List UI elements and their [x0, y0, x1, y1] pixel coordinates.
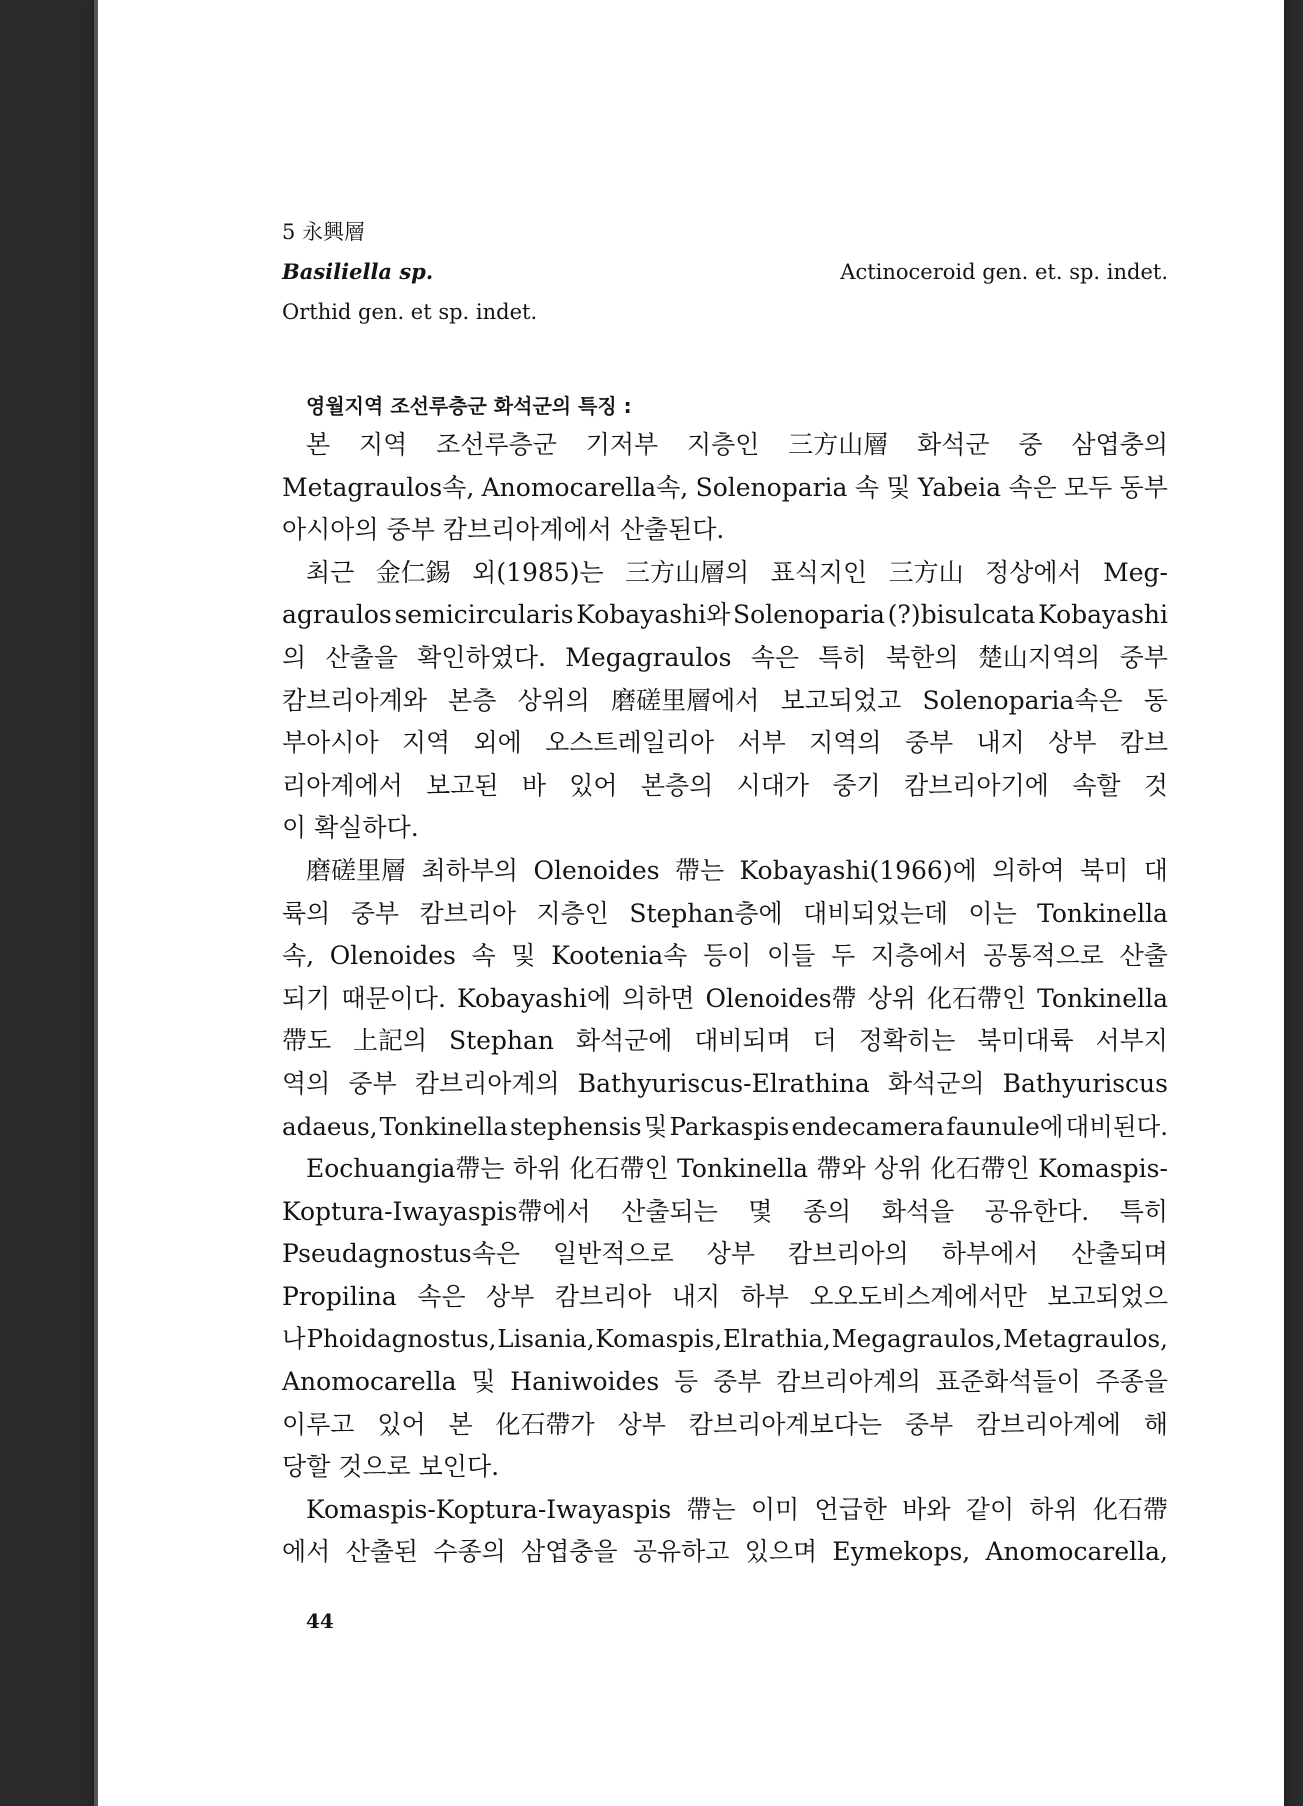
word: 및 — [511, 941, 536, 971]
word: 대비되며 — [694, 1026, 791, 1056]
word: Propilina — [282, 1281, 397, 1311]
word: 磨磋里層에서 — [611, 685, 760, 715]
body-line — [282, 680, 1168, 723]
word: 중부 — [712, 1367, 762, 1397]
word: 에서 — [282, 1537, 331, 1567]
word: 帶는 — [686, 1494, 736, 1524]
word: 대 — [1143, 855, 1168, 885]
word: 중부 — [904, 728, 954, 758]
word: 帶는 — [674, 855, 725, 885]
body-line — [282, 893, 1168, 936]
word: 있어 — [377, 1409, 426, 1439]
word: 표식지인 — [770, 557, 868, 587]
word: 공유한다. — [984, 1196, 1090, 1226]
body-line — [282, 1233, 1168, 1276]
word: 金仁錫 — [375, 557, 451, 587]
word: 북한의 — [886, 642, 959, 672]
word: 화석군에 — [575, 1026, 673, 1056]
word: Koptura-Iwayaspis帶에서 — [282, 1196, 591, 1226]
word: 하위 — [1029, 1494, 1078, 1524]
body-line — [282, 1318, 1168, 1361]
word: 楚山지역의 — [977, 642, 1101, 672]
word: 바 — [521, 770, 546, 800]
word: 상위 — [867, 983, 916, 1013]
word: Bathyuriscus-Elrathina — [577, 1068, 870, 1098]
body-line — [282, 765, 1168, 808]
body-line — [282, 1020, 1168, 1063]
word: 화석군의 — [887, 1068, 985, 1098]
word: stephensis — [509, 1111, 642, 1141]
word: 서부 — [737, 728, 786, 758]
word: Kootenia속 — [551, 941, 688, 971]
word: 같이 — [965, 1494, 1015, 1524]
word: 본층의 — [640, 770, 714, 800]
word: agraulos — [282, 600, 392, 630]
word: 지역의 — [809, 728, 882, 758]
word: Haniwoides — [510, 1367, 660, 1397]
species-name: Actinoceroid gen. et. sp. indet. — [840, 260, 1168, 284]
word: 帶와 — [816, 1154, 866, 1184]
word: Solenoparia — [695, 472, 848, 502]
species-row — [282, 292, 1168, 332]
body-line — [282, 1531, 1168, 1574]
word: Olenoides — [329, 941, 456, 971]
body-line: 이 확실하다. — [282, 813, 419, 843]
word: Olenoides帶 — [705, 983, 857, 1013]
body-line — [282, 1191, 1168, 1234]
word: 의하여 — [992, 855, 1065, 885]
word: 내지 — [671, 1281, 721, 1311]
word: 정확히는 — [858, 1026, 956, 1056]
word: 속 — [471, 941, 496, 971]
body-line: 당할 것으로 보인다. — [282, 1452, 500, 1482]
word: Anomocarella — [282, 1367, 457, 1397]
word: 상위 — [873, 1154, 923, 1184]
word: 조선루층군 — [436, 430, 557, 459]
word: 종의 — [802, 1196, 852, 1226]
word: Eochuangia帶는 — [306, 1154, 505, 1184]
word: 및 — [643, 1111, 668, 1141]
word: 캄브리아계보다는 — [688, 1409, 882, 1439]
word: 산출되며 — [1071, 1239, 1168, 1269]
word: 化石帶가 — [495, 1409, 595, 1439]
word: 중부 — [904, 1409, 954, 1439]
word: Tonkinella — [1037, 898, 1168, 928]
word: 부아시아 — [282, 728, 379, 758]
word: 최근 — [306, 557, 355, 587]
body-line — [282, 1404, 1168, 1447]
word: 외(1985)는 — [472, 557, 604, 587]
word: 외에 — [473, 728, 522, 758]
word: 특히 — [1119, 1196, 1168, 1226]
word: 三方山層 — [788, 430, 889, 459]
word: Kobayashi(1966)에 — [739, 855, 977, 885]
word: 있으며 — [744, 1537, 818, 1567]
word: semicircularis — [394, 600, 574, 630]
word: 공유하고 — [632, 1537, 730, 1567]
word: 북미 — [1080, 855, 1129, 885]
word: Kobayashi에 — [456, 983, 612, 1013]
word: 상부 — [706, 1239, 756, 1269]
word: 하위 — [512, 1154, 562, 1184]
word: Phoidagnostus, — [306, 1324, 497, 1354]
species-list — [282, 212, 1168, 332]
word: Stephan — [448, 1026, 555, 1056]
body-line — [282, 1106, 1168, 1149]
word: 산출 — [1119, 941, 1168, 971]
word: 지역 — [401, 728, 451, 758]
word: Megagraulos, — [831, 1324, 1003, 1354]
word: 속, — [282, 941, 315, 971]
word: 일반적으로 — [553, 1239, 674, 1269]
word: 서부지 — [1095, 1026, 1168, 1056]
document-page — [94, 0, 1284, 1806]
word: Megagraulos — [565, 642, 732, 672]
word: Komaspis- — [1038, 1154, 1168, 1184]
word: 등 — [674, 1367, 699, 1397]
word: 동 — [1143, 685, 1168, 715]
word: Solenoparia — [733, 600, 885, 630]
word: Komaspis-Koptura-Iwayaspis — [306, 1494, 672, 1524]
body-line — [282, 424, 1168, 467]
word: 북미대륙 — [977, 1026, 1074, 1056]
word: 수종의 — [433, 1537, 506, 1567]
formation-title: 5 永興層 — [282, 220, 366, 244]
word: 몇 — [748, 1196, 773, 1226]
word: 속은 — [1008, 472, 1057, 502]
word: 磨磋里層 — [306, 855, 407, 885]
word: 중부 — [350, 898, 400, 928]
body-line — [282, 1276, 1168, 1319]
word: 및 — [886, 472, 911, 502]
word: 상부 — [617, 1409, 666, 1439]
word: 삼엽충을 — [520, 1537, 618, 1567]
body-line — [282, 594, 1168, 637]
word: 바와 — [902, 1494, 951, 1524]
word: 이루고 — [282, 1409, 355, 1439]
body-line — [282, 722, 1168, 765]
word: 캄브리아기에 — [903, 770, 1049, 800]
word: 보고되었고 — [780, 685, 902, 715]
word: 속할 — [1072, 770, 1121, 800]
word: 속은 — [750, 642, 800, 672]
word: 기저부 — [585, 430, 659, 459]
word: 것 — [1143, 770, 1168, 800]
word: 내지 — [976, 728, 1025, 758]
word: Pseudagnostus속은 — [282, 1239, 521, 1269]
word: 化石帶인 — [569, 1154, 669, 1184]
word: 캄브 — [1119, 728, 1168, 758]
word: 중부 — [1119, 642, 1168, 672]
word: 오스트레일리아 — [545, 728, 715, 758]
word: 캄브리아계에 — [976, 1409, 1121, 1439]
word: 보고되었으 — [1047, 1281, 1168, 1311]
word: 등이 — [703, 941, 752, 971]
word: 동부 — [1119, 472, 1168, 502]
word: (?)bisulcata — [887, 600, 1036, 630]
word: Komaspis, — [595, 1324, 723, 1354]
word: 상부 — [1048, 728, 1097, 758]
word: Lisania, — [497, 1324, 595, 1354]
word: Eymekops, — [832, 1537, 971, 1567]
section-heading: 영월지역 조선루층군 화석군의 특징 : — [306, 394, 632, 418]
word: 이미 — [750, 1494, 800, 1524]
word: 하부에서 — [941, 1239, 1039, 1269]
word: Elrathia, — [722, 1324, 831, 1354]
species-name: Basiliella sp. — [282, 259, 434, 284]
word: 확인하였다. — [417, 642, 546, 672]
word: 지층인 — [687, 430, 760, 459]
body-line — [282, 552, 1168, 595]
word: 주종을 — [1095, 1367, 1168, 1397]
word: 캄브리아 — [554, 1281, 652, 1311]
word: endecamera — [791, 1111, 945, 1141]
word: 역의 — [282, 1068, 331, 1098]
word: 및 — [471, 1367, 496, 1397]
word: Solenoparia속은 — [922, 685, 1123, 715]
word: 帶도 — [282, 1026, 332, 1056]
word: 상위의 — [517, 685, 590, 715]
word: Tonkinella — [1037, 983, 1168, 1013]
word: 두 — [831, 941, 856, 971]
word: 산출을 — [325, 642, 398, 672]
body-line — [282, 1063, 1168, 1106]
word: 리아계에서 — [282, 770, 403, 800]
word: 최하부의 — [421, 855, 519, 885]
word: 더 — [812, 1026, 837, 1056]
body-line — [282, 1148, 1168, 1191]
species-name: Orthid gen. et sp. indet. — [282, 300, 538, 324]
word: 化石帶인 — [926, 983, 1027, 1013]
word: 三方山層의 — [625, 557, 750, 587]
word: Meg- — [1103, 557, 1168, 587]
word: Anomocarella속, — [481, 472, 689, 502]
word: 化石帶 — [1092, 1494, 1168, 1524]
word: 보고된 — [426, 770, 499, 800]
word: 캄브리아계의 — [776, 1367, 921, 1397]
word: 공통적으로 — [983, 941, 1104, 971]
word: 중 — [1018, 430, 1043, 459]
word: Stephan층에 — [629, 898, 783, 928]
word: 캄브리아의 — [788, 1239, 909, 1269]
word: 上記의 — [352, 1026, 428, 1056]
word: 三方山 — [888, 557, 964, 587]
word: 화석군 — [917, 430, 990, 459]
word: 표준화석들이 — [935, 1367, 1081, 1397]
body-text — [282, 424, 1168, 1574]
word: faunule에 — [946, 1111, 1064, 1141]
word: 하부 — [740, 1281, 789, 1311]
body-line — [282, 637, 1168, 680]
word: 본 — [306, 430, 331, 459]
page-number: 44 — [306, 1609, 334, 1633]
word: 시대가 — [736, 770, 810, 800]
word: 속은 — [417, 1281, 466, 1311]
word: Bathyuriscus — [1002, 1068, 1168, 1098]
word: 본 — [448, 1409, 473, 1439]
word: Metagraulos, — [1003, 1324, 1168, 1354]
word: 륙의 — [282, 898, 331, 928]
word: Parkaspis — [669, 1111, 790, 1141]
word: Kobayashi — [1038, 600, 1168, 630]
word: 化石帶인 — [930, 1154, 1030, 1184]
word: Olenoides — [533, 855, 660, 885]
word: 있어 — [569, 770, 618, 800]
word: 해 — [1143, 1409, 1168, 1439]
word: Tonkinella — [677, 1154, 808, 1184]
word: 오오도비스계에서만 — [809, 1281, 1027, 1311]
word: 산출되는 — [621, 1196, 718, 1226]
word: 지역 — [358, 430, 408, 459]
word: 이는 — [968, 898, 1017, 928]
word: 상부 — [486, 1281, 535, 1311]
word: 언급한 — [814, 1494, 887, 1524]
word: 캄브리아계의 — [414, 1068, 560, 1098]
word: 캄브리아계와 — [282, 685, 427, 715]
word: 화석을 — [881, 1196, 955, 1226]
word: 정상에서 — [985, 557, 1082, 587]
word: adaeus, — [282, 1111, 378, 1141]
word: 지층에서 — [870, 941, 968, 971]
word: Yabeia — [917, 472, 1001, 502]
word: 나 — [282, 1324, 306, 1354]
body-line — [282, 935, 1168, 978]
body-line — [282, 467, 1168, 510]
word: 중기 — [832, 770, 881, 800]
body-line — [282, 1489, 1168, 1532]
word: 대비된다. — [1065, 1111, 1168, 1141]
word: 캄브리아 — [419, 898, 517, 928]
word: 중부 — [348, 1068, 397, 1098]
body-line — [282, 850, 1168, 893]
word: 삼엽충의 — [1071, 430, 1168, 459]
word: 산출된 — [345, 1537, 419, 1567]
word: 본층 — [448, 685, 497, 715]
word: 때문이다. — [341, 983, 446, 1013]
word: 대비되었는데 — [803, 898, 949, 928]
word: 속 — [854, 472, 879, 502]
body-line: 아시아의 중부 캄브리아계에서 산출된다. — [282, 515, 725, 545]
word: 의 — [282, 642, 307, 672]
word: 모두 — [1063, 472, 1113, 502]
word: Metagraulos속, — [282, 472, 475, 502]
body-line — [282, 1361, 1168, 1404]
word: 되기 — [282, 983, 331, 1013]
word: Tonkinella — [379, 1111, 508, 1141]
word: Kobayashi와 — [576, 600, 731, 630]
body-line — [282, 978, 1168, 1021]
word: 의하면 — [622, 983, 695, 1013]
species-row — [282, 252, 1168, 292]
word: 이들 — [767, 941, 816, 971]
word: Anomocarella, — [985, 1537, 1168, 1567]
word: 특히 — [818, 642, 867, 672]
word: 지층인 — [536, 898, 609, 928]
